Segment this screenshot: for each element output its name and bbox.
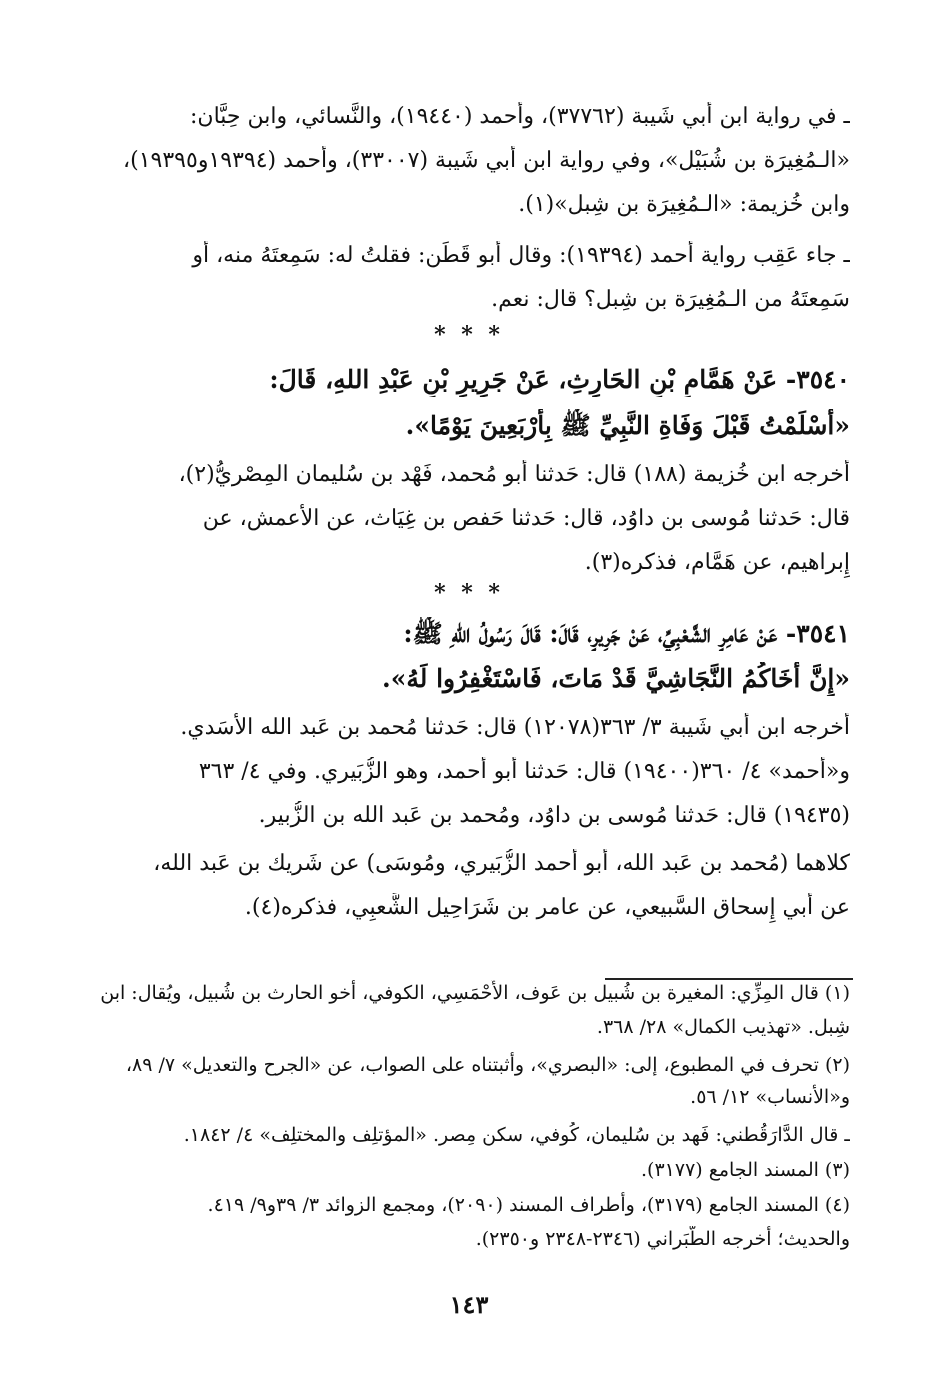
takhrij-line: و«أحمد» ٤/ ٣٦٠(١٩٤٠٠) قال: حَدثنا أبو أحمد، وهو الزُّبَيري. وفي ٤/ ٣٦٣ — [198, 759, 850, 784]
hadith-heading: ٣٥٤٠- عَنْ هَمَّامِ بْنِ الحَارِثِ، عَنْ جَرِيرِ بْنِ عَبْدِ اللهِ، قَالَ: — [269, 365, 850, 394]
page-number: ١٤٣ — [449, 1290, 489, 1319]
footnote-line: والحديث؛ أخرجه الطَّبَراني (٢٣٤٦-٢٣٤٨ و٢٣٥٠). — [475, 1228, 850, 1250]
hadith-quote: «إِنَّ أَخَاكُمُ النَّجَاشِيَّ قَدْ مَاتَ، فَاسْتَغْفِرُوا لَهُ». — [382, 664, 850, 693]
footnote-line: (٢) تحرف في المطبوع، إلى: «البصري»، وأثبتناه على الصواب، عن «الجرح والتعديل» ٧/ ٨٩، — [125, 1054, 850, 1076]
section-separator: * * * — [434, 322, 504, 348]
takhrij-line: عن أبي إِسحاق السَّبيعي، عن عامر بن شَرَاحِيل الشَّعبِي، فذكره(٤). — [244, 895, 850, 920]
body-line: سَمِعتَهُ من الـمُغِيرَة بن شِبل؟ قال: نعم. — [491, 287, 850, 312]
body-line: ـ جاء عَقِب رواية أحمد (١٩٣٩٤): وقال أبو قَطَن: فقلتُ له: سَمِعتَهُ منه، أو — [192, 243, 850, 268]
footnote-line: (١) قال المِزِّي: المغيرة بن شُبيل بن عَوف، الأَحْمَسِي، الكوفي، أخو الحارث بن شُبيل، ويُقال: ابن — [100, 982, 850, 1004]
takhrij-line: (١٩٤٣٥) قال: حَدثنا مُوسى بن داوُد، ومُحمد بن عَبد الله بن الزُّبير. — [258, 803, 850, 828]
footnote-line: (٤) المسند الجامع (٣١٧٩)، وأطراف المسند (٢٠٩٠)، ومجمع الزوائد ٣/ ٣٩و٩/ ٤١٩. — [207, 1194, 850, 1216]
takhrij-line: أخرجه ابن خُزيمة (١٨٨) قال: حَدثنا أبو مُحمد، فَهْد بن سُليمان المِصْريُّ(٢)، — [178, 462, 850, 487]
hadith-heading: ٣٥٤١- عَنْ عَامِرٍ الشَّعْبِيِّ، عَنْ جَرِيرٍ، قَالَ: قَالَ رَسُولُ اللهِ ﷺ: — [403, 619, 850, 648]
footnote-line: و«الأنساب» ١٢/ ٥٦. — [690, 1086, 850, 1108]
body-line: «الـمُغِيرَة بن شُبَيْل»، وفي رواية ابن أبي شَيبة (٣٣٠٠٧)، وأحمد (١٩٣٩٤و١٩٣٩٥)، — [123, 148, 850, 173]
takhrij-line: قال: حَدثنا مُوسى بن داوُد، قال: حَدثنا حَفص بن غِيَاث، عن الأَعمش، عن — [202, 506, 850, 531]
takhrij-line: إِبراهيم، عن هَمَّام، فذكره(٣). — [584, 550, 850, 575]
body-line: وابن خُزيمة: «الـمُغِيرَة بن شِبل»(١). — [518, 192, 850, 217]
takhrij-line: أخرجه ابن أبي شَيبة ٣/ ٣٦٣(١٢٠٧٨) قال: حَدثنا مُحمد بن عَبد الله الأَسَدي. — [180, 715, 850, 740]
hadith-quote: «أَسْلَمْتُ قَبْلَ وَفَاةِ النَّبِيِّ ﷺ بِأَرْبَعِينَ يَوْمًا». — [405, 411, 850, 440]
footnote-line: ـ قال الدَّارَقُطني: فَهد بن سُليمان، كُوفي، سكن مِصر. «المؤتلِف والمختلِف» ٤/ ١٨٤٢. — [183, 1124, 850, 1146]
section-separator: * * * — [434, 580, 504, 606]
takhrij-line: كلاهما (مُحمد بن عَبد الله، أبو أحمد الزُّبَيري، ومُوسَى) عن شَريك بن عَبد الله، — [153, 851, 850, 876]
footnote-line: شِبل. «تهذيب الكمال» ٢٨/ ٣٦٨. — [596, 1016, 850, 1038]
body-line: ـ في رواية ابن أبي شَيبة (٣٧٧٦٢)، وأحمد (١٩٤٤٠)، والنَّسائي، وابن حِبَّان: — [190, 104, 850, 129]
footnote-line: (٣) المسند الجامع (٣١٧٧). — [641, 1159, 850, 1181]
